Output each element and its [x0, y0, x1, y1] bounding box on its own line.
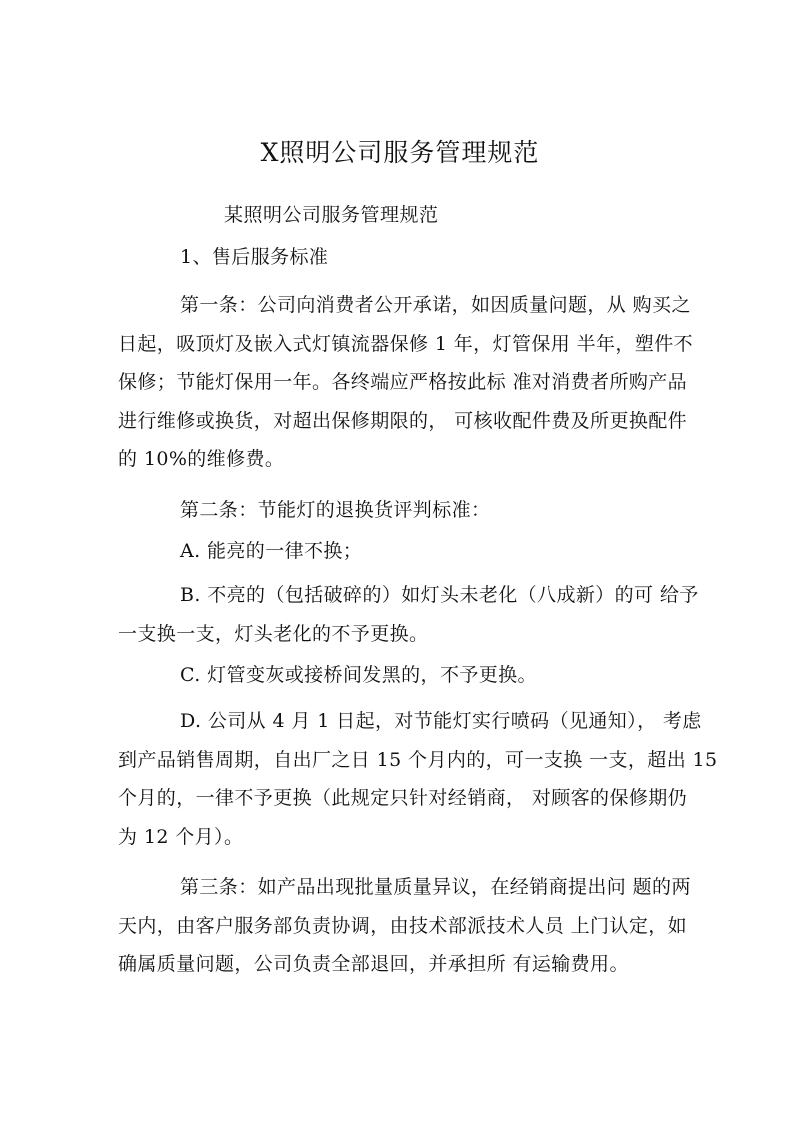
document-subtitle: 某照明公司服务管理规范	[224, 204, 439, 226]
paragraph-line: 一支换一支，灯头老化的不予更换。	[118, 622, 429, 645]
item-d-paragraph	[118, 702, 718, 856]
paragraph-line: 为 12 个月）。	[118, 825, 244, 848]
paragraph-line: D. 公司从 4 月 1 日起，对节能灯实行喷码（见通知）， 考虑	[180, 710, 702, 732]
item-c-paragraph	[118, 656, 698, 695]
article-2-paragraph	[118, 491, 698, 530]
paragraph-line: 个月的，一律不予更换（此规定只针对经销商， 对顾客的保修期仍	[118, 787, 688, 809]
article-3-paragraph	[118, 868, 698, 984]
paragraph-line: 第二条：节能灯的退换货评判标准：	[180, 499, 491, 521]
item-a-paragraph	[118, 532, 698, 571]
paragraph-line: 进行维修或换货，对超出保修期限的， 可核收配件费及所更换配件	[118, 409, 688, 432]
paragraph-line: 第三条：如产品出现批量质量异议，在经销商提出问 题的两	[180, 876, 691, 898]
section-heading-text: 1、售后服务标准	[180, 246, 329, 268]
paragraph-line: 到产品销售周期，自出厂之日 15 个月内的，可一支换 一支，超出 15	[118, 748, 718, 771]
article-1-paragraph	[118, 286, 698, 479]
document-title: X照明公司服务管理规范	[260, 138, 540, 167]
paragraph-line: A. 能亮的一律不换；	[180, 540, 363, 562]
section-heading	[118, 238, 698, 277]
paragraph-line: 保修；节能灯保用一年。各终端应严格按此标 准对消费者所购产品	[118, 371, 688, 393]
paragraph-line: 第一条：公司向消费者公开承诺，如因质量问题，从 购买之	[180, 294, 691, 316]
paragraph-line: 确属质量问题，公司负责全部退回，并承担所 有运输费用。	[118, 953, 629, 975]
paragraph-line: 的 10%的维修费。	[118, 448, 285, 470]
paragraph-line: C. 灯管变灰或接桥间发黑的，不予更换。	[180, 664, 537, 686]
paragraph-line: 天内，由客户服务部负责协调，由技术部派技术人员 上门认定，如	[118, 914, 688, 937]
item-b-paragraph	[118, 576, 698, 653]
paragraph-line: B. 不亮的（包括破碎的）如灯头未老化（八成新）的可 给予	[180, 584, 699, 606]
paragraph-line: 日起，吸顶灯及嵌入式灯镇流器保修 1 年，灯管保用 半年，塑件不	[118, 332, 694, 355]
